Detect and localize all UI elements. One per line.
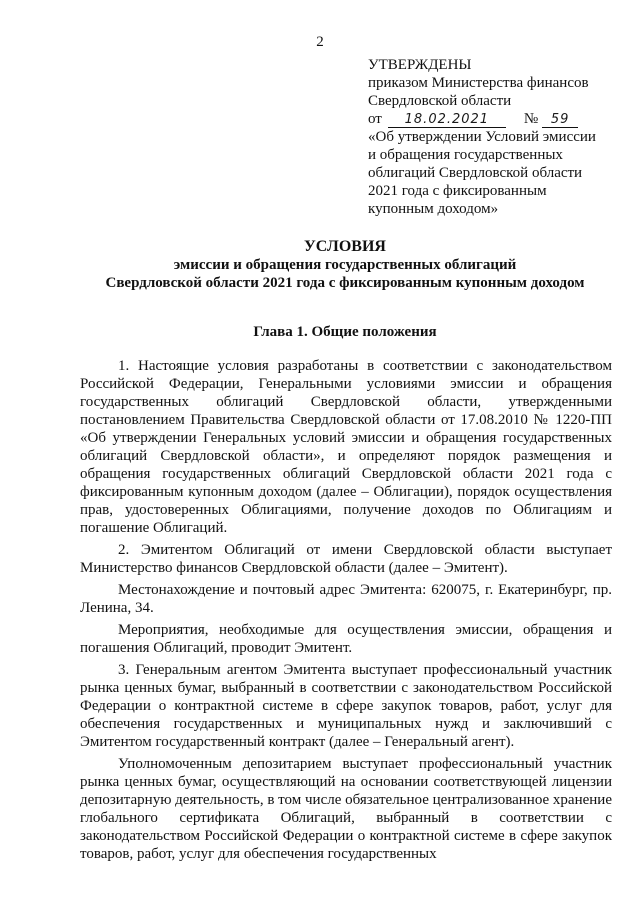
- paragraph: Уполномоченным депозитарием выступает профессиональный участник рынка ценных бумаг, осуществляющий на основании соответствующей лицензии депозитарную деятельность, в том числе обязательное централизованное хранение глобального сертификата Облигаций, выбранный в соответствии с законодательством Российской Федерации о контрактной системе в сфере закупок товаров, работ, услуг для обеспечения государственных: [80, 756, 612, 862]
- title-heading: УСЛОВИЯ: [304, 238, 386, 255]
- paragraph: Мероприятия, необходимые для осуществления эмиссии, обращения и погашения Облигаций, проводит Эмитент.: [80, 622, 612, 656]
- paragraph: Местонахождение и почтовый адрес Эмитента: 620075, г. Екатеринбург, пр. Ленина, 34.: [80, 582, 612, 616]
- approval-block: [368, 56, 618, 218]
- approval-quote-line: купонным доходом»: [368, 201, 499, 217]
- document-body: [80, 357, 612, 867]
- number-label: №: [523, 111, 539, 127]
- title-subtitle-line: Свердловской области 2021 года с фиксированным купонным доходом: [105, 275, 585, 291]
- approval-date-line: [368, 110, 618, 128]
- approval-heading: УТВЕРЖДЕНЫ: [368, 57, 472, 73]
- approval-region-line: Свердловской области: [368, 93, 512, 109]
- approval-quote-line: 2021 года с фиксированным: [368, 183, 547, 199]
- paragraph: 2. Эмитентом Облигаций от имени Свердловской области выступает Министерство финансов Свердловской области (далее – Эмитент).: [80, 542, 612, 576]
- date-prefix: от: [368, 111, 382, 127]
- approval-quote-line: облигаций Свердловской области: [368, 165, 583, 181]
- paragraph: 3. Генеральным агентом Эмитента выступает профессиональный участник рынка ценных бумаг, выбранный в соответствии с законодательством Российской Федерации о контрактной системе в сфере закупок товаров, работ, услуг для обеспечения государственных и муниципальных нужд и заключивший с Эмитентом государственный контракт (далее – Генеральный агент).: [80, 662, 612, 750]
- document-title: [60, 238, 630, 292]
- handwritten-number: 59: [542, 113, 578, 128]
- handwritten-date: 18.02.2021: [388, 113, 506, 128]
- approval-order-line: приказом Министерства финансов: [368, 75, 589, 91]
- approval-quote-line: «Об утверждении Условий эмиссии: [368, 129, 596, 145]
- chapter-heading: Глава 1. Общие положения: [253, 324, 437, 340]
- title-subtitle-line: эмиссии и обращения государственных облигаций: [173, 257, 517, 273]
- page-number: 2: [316, 34, 324, 50]
- paragraph: 1. Настоящие условия разработаны в соответствии с законодательством Российской Федерации, Генеральными условиями эмиссии и обращения государственных облигаций Свердловской области, утвержденными постановлением Правительства Свердловской области от 17.08.2010 № 1220-ПП «Об утверждении Генеральных условий эмиссии и обращения государственных облигаций Свердловской области», и определяют порядок размещения и обращения государственных облигаций Свердловской области 2021 года с фиксированным купонным доходом (далее – Облигации), порядок осуществления прав, удостоверенных Облигациями, получение доходов по Облигациям и погашение Облигаций.: [80, 358, 612, 536]
- approval-quote-line: и обращения государственных: [368, 147, 563, 163]
